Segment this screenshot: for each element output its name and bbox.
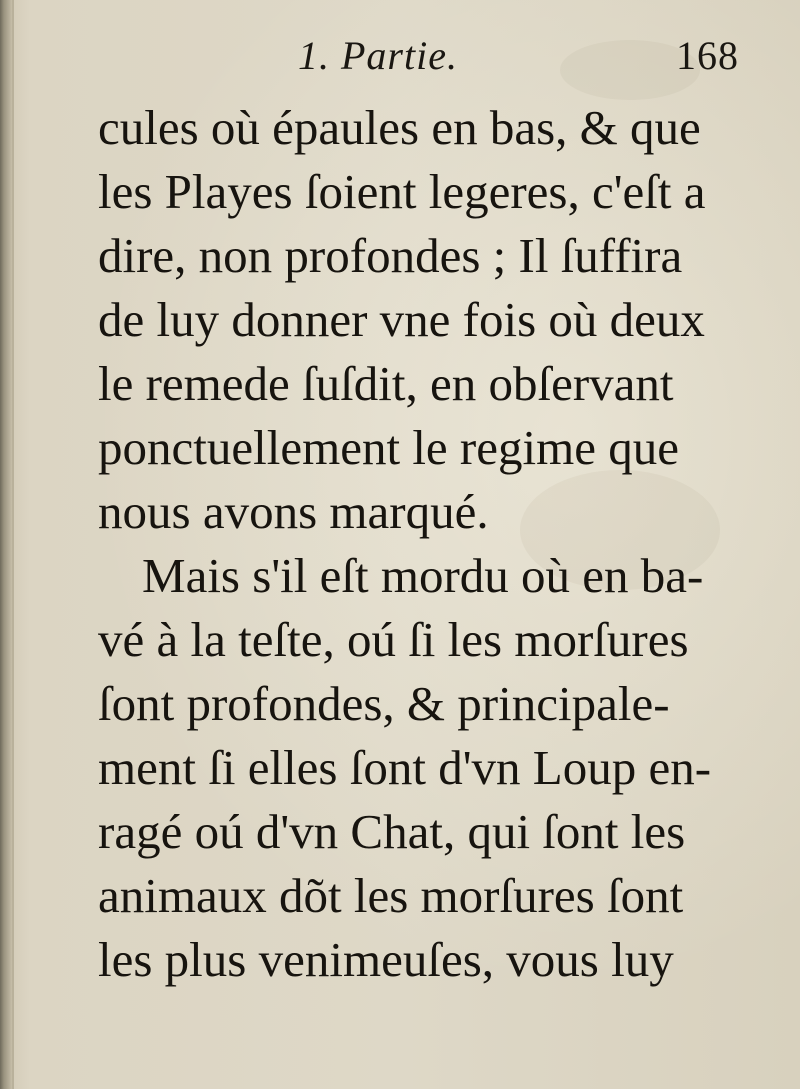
text-line: ſont profondes, & principale- <box>98 676 670 731</box>
page-header <box>0 28 800 92</box>
text-line: animaux dõt les morſures ſont <box>98 868 684 923</box>
text-line: le remede ſuſdit, en obſervant <box>98 356 674 411</box>
book-spine-shadow <box>0 0 12 1089</box>
text-line: de luy donner vne fois où deux <box>98 292 705 347</box>
page-inner-edge <box>12 0 14 1089</box>
paragraph-first-line: Mais s'il eſt mordu où en ba- <box>142 548 704 603</box>
text-line: les Playes ſoient legeres, c'eſt a <box>98 164 706 219</box>
text-line: ragé oú d'vn Chat, qui ſont les <box>98 804 686 859</box>
text-line: ponctuellement le regime que <box>98 420 679 475</box>
text-line: vé à la teſte, oú ſi les morſures <box>98 612 689 667</box>
text-line: ment ſi elles ſont d'vn Loup en- <box>98 740 712 795</box>
text-line: cules où épaules en bas, & que <box>98 100 701 155</box>
page-number: 168 <box>676 33 739 78</box>
text-line: les plus venimeuſes, vous luy <box>98 932 674 987</box>
running-title: 1. Partie. <box>298 33 458 78</box>
text-line: dire, non profondes ; Il ſuffira <box>98 228 683 283</box>
body-text <box>98 96 768 992</box>
text-line: nous avons marqué. <box>98 484 489 539</box>
